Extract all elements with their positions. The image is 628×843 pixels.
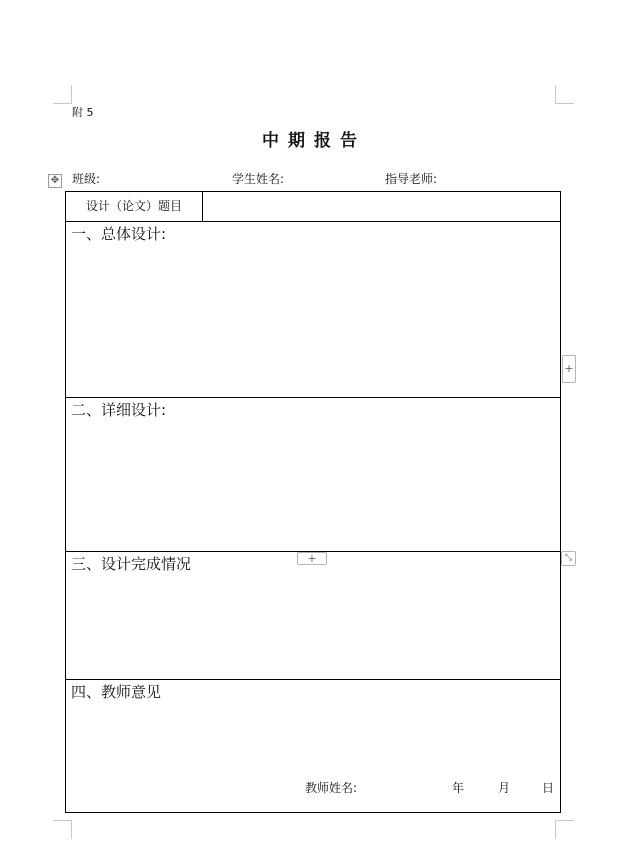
topic-label-cell: 设计（论文）题目 xyxy=(85,199,182,213)
plus-icon: + xyxy=(307,552,317,565)
row-divider xyxy=(65,679,561,680)
year-label: 年 xyxy=(452,781,465,795)
student-name-label: 学生姓名: xyxy=(232,172,285,186)
row-divider xyxy=(65,221,561,222)
section-completion-status: 三、设计完成情况 xyxy=(71,555,192,573)
detailed-design-content-cell[interactable] xyxy=(66,420,560,550)
class-label: 班级: xyxy=(72,172,101,186)
day-label: 日 xyxy=(542,781,555,795)
section-overall-design: 一、总体设计: xyxy=(71,225,167,243)
table-resize-handle[interactable] xyxy=(561,551,576,566)
plus-icon: + xyxy=(564,362,574,375)
crop-mark-top-left xyxy=(53,85,72,104)
completion-status-content-cell[interactable] xyxy=(66,574,560,678)
add-column-button[interactable] xyxy=(297,552,327,565)
section-teacher-comments: 四、教师意见 xyxy=(71,683,162,701)
report-title: 中期报告 xyxy=(262,131,366,151)
crop-mark-bottom-left xyxy=(53,820,72,839)
add-row-button[interactable] xyxy=(562,355,576,383)
crop-mark-bottom-right xyxy=(555,820,574,839)
resize-icon: ⤡ xyxy=(564,553,573,563)
teacher-name-label: 教师姓名: xyxy=(305,781,358,795)
overall-design-content-cell[interactable] xyxy=(66,244,560,396)
crop-mark-top-right xyxy=(555,85,574,104)
teacher-comments-content-cell[interactable] xyxy=(66,702,560,776)
appendix-label: 附 5 xyxy=(72,106,94,119)
move-icon: ✥ xyxy=(50,175,60,186)
table-move-handle[interactable] xyxy=(48,174,62,188)
topic-input-cell[interactable] xyxy=(203,192,560,221)
row-divider xyxy=(65,397,561,398)
advisor-label: 指导老师: xyxy=(385,172,438,186)
month-label: 月 xyxy=(498,781,511,795)
section-detailed-design: 二、详细设计: xyxy=(71,401,167,419)
